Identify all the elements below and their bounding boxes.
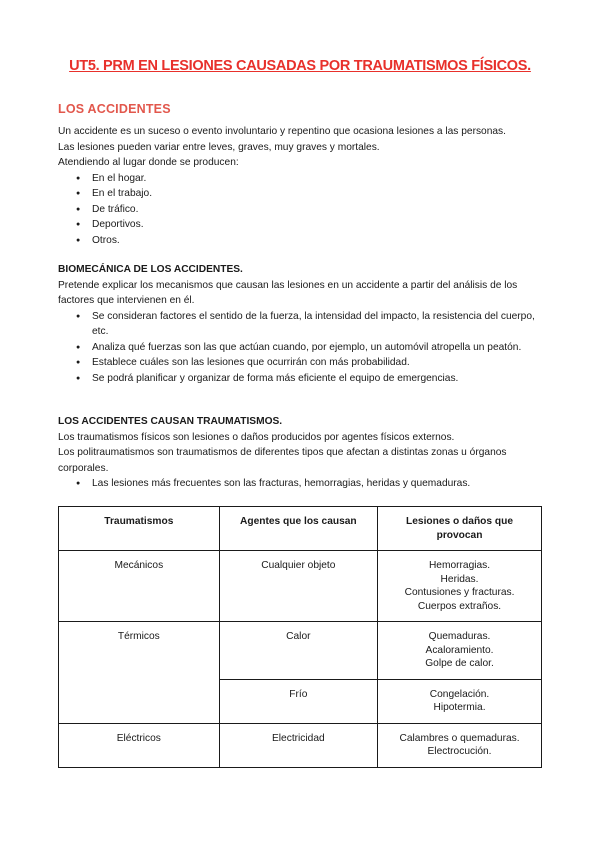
table-cell-lesions — [378, 551, 542, 622]
lesion-item: Contusiones y fracturas. — [404, 587, 515, 598]
list-item: ● Se consideran factores el sentido de la fuerza, la intensidad del impacto, la resistencia del cuerpo, etc. — [58, 309, 542, 340]
section-biomecanica — [58, 262, 542, 386]
lesion-item: Hemorragias. — [428, 560, 491, 571]
lesion-item: Congelación. — [429, 688, 490, 700]
table-header-row — [59, 507, 542, 551]
traumatismos-table — [58, 506, 542, 768]
list-item: ● Se podrá planificar y organizar de forma más eficiente el equipo de emergencias. — [58, 371, 542, 387]
list-item: ● Establece cuáles son las lesiones que ocurrirán con más probabilidad. — [58, 355, 542, 371]
table-cell-type: Mecánicos — [59, 551, 220, 622]
table-cell-lesions — [378, 679, 542, 723]
lesion-item: Cuerpos extraños. — [417, 600, 502, 612]
table-cell-agent: Frío — [219, 679, 377, 723]
list-item: ● Las lesiones más frecuentes son las fracturas, hemorragias, heridas y quemaduras. — [58, 476, 542, 492]
lesion-item: Hipotermia. — [433, 702, 486, 713]
table-cell-lesions — [378, 723, 542, 767]
lesion-item: Golpe de calor. — [425, 658, 494, 669]
list-item: ● En el trabajo. — [58, 186, 542, 202]
section-heading-biomecanica: BIOMECÁNICA DE LOS ACCIDENTES. — [58, 264, 243, 275]
table-row — [59, 551, 542, 622]
page-title: UT5. PRM EN LESIONES CAUSADAS POR TRAUMATISMOS FÍSICOS. — [69, 58, 531, 74]
table-header-cell: Lesiones o daños que provocan — [378, 507, 542, 551]
section-accidentes-body — [58, 124, 542, 248]
paragraph: Un accidente es un suceso o evento involuntario y repentino que ocasiona lesiones a las personas. — [58, 126, 506, 137]
paragraph: Las lesiones pueden variar entre leves, graves, muy graves y mortales. — [58, 141, 380, 153]
list-item: ● En el hogar. — [58, 171, 542, 187]
lesion-item: Heridas. — [440, 573, 479, 585]
section-heading-traumatismos: LOS ACCIDENTES CAUSAN TRAUMATISMOS. — [58, 416, 283, 427]
paragraph: Los traumatismos físicos son lesiones o daños producidos por agentes físicos externos. — [58, 431, 455, 443]
table-cell-agent: Calor — [219, 622, 377, 680]
table-cell-agent: Electricidad — [219, 723, 377, 767]
paragraph: Atendiendo al lugar donde se producen: — [58, 157, 239, 168]
table-header-cell: Agentes que los causan — [219, 507, 377, 551]
table-row — [59, 723, 542, 767]
section-heading-accidentes: LOS ACCIDENTES — [58, 102, 171, 116]
list-item: ● Deportivos. — [58, 217, 542, 233]
lesion-item: Quemaduras. — [428, 631, 491, 642]
table-header-cell: Traumatismos — [59, 507, 220, 551]
lesion-item: Acaloramiento. — [425, 644, 494, 656]
bullet-list-biomecanica — [58, 309, 542, 387]
list-item: ● Otros. — [58, 233, 542, 249]
table-cell-type: Eléctricos — [59, 723, 220, 767]
paragraph: Pretende explicar los mecanismos que causan las lesiones en un accidente a partir del análisis de los factores que intervienen en él. — [58, 279, 518, 306]
section-traumatismos — [58, 414, 542, 492]
table-cell-agent: Cualquier objeto — [219, 551, 377, 622]
list-item: ● De tráfico. — [58, 202, 542, 218]
bullet-list-lugares — [58, 171, 542, 249]
lesion-item: Electrocución. — [427, 746, 492, 757]
table-cell-lesions — [378, 622, 542, 680]
table-cell-type: Térmicos — [59, 622, 220, 724]
paragraph: Los politraumatismos son traumatismos de diferentes tipos que afectan a distintas zonas u órganos corporales. — [58, 447, 507, 474]
bullet-list-traumatismos — [58, 476, 542, 492]
list-item: ● Analiza qué fuerzas son las que actúan cuando, por ejemplo, un automóvil atropella un peatón. — [58, 340, 542, 356]
table-row — [59, 622, 542, 680]
lesion-item: Calambres o quemaduras. — [399, 732, 520, 744]
